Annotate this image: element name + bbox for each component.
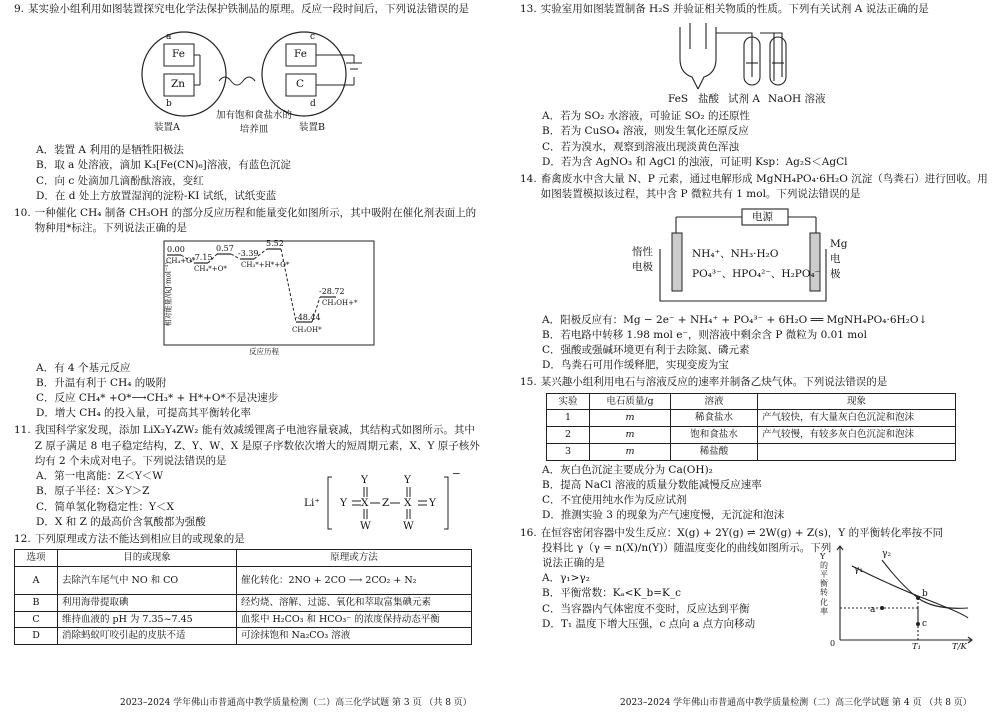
question-number: 15. [520,376,537,389]
c-electrode-label: C [296,78,305,91]
power-label: 电源 [752,210,773,223]
question-11 [14,423,484,533]
mg-electrode-label: Mg电极 [830,237,848,280]
energy-value: -48.44 [295,312,321,322]
question-number: 10. [14,207,31,220]
question-stem: 一种催化 CH₄ 制备 CH₃OH 的部分反应历程和能量变化如图所示，其中吸附在催化剂表面上的物种用*标注。下列说法正确的是 [34,207,477,235]
option-a: A．有 4 个基元反应 [36,361,131,374]
energy-diagram [14,239,484,359]
table-cell: 利用海带提取碘 [58,594,237,611]
question-number: 9. [14,3,25,15]
y-axis-label: Y的平衡转化率 [820,551,828,616]
question-number: 13. [520,3,537,15]
table-cell: 可涂抹饱和 Na₂CO₃ 溶液 [237,628,472,645]
atom-y: Y [361,474,368,487]
dish-label: 加有饱和食盐水的培养皿 [215,110,292,135]
point-b-label: b [922,588,928,599]
atom-y: Y [429,497,436,510]
option-c: C．强酸或强碱环境更有利于去除氮、磷元素 [542,343,750,356]
question-number: 14. [520,173,537,186]
point-a-label: a [870,604,876,615]
table-cell: D [15,628,58,645]
question-number: 12. [14,532,31,545]
t1-label: T₁ [912,641,922,652]
option-b: B．平衡常数：Kₐ<K_b=K_c [542,587,681,600]
device-b-label: 装置B [299,122,325,134]
energy-value: 5.52 [266,238,284,248]
b-label: b [166,99,172,110]
table-cell: A [15,566,58,594]
fe-label-a: Fe [172,48,185,61]
option-a: A．阳极反应有：Mg − 2e⁻ + NH₄⁺ + PO₄³⁻ + 6H₂O ══ MgNH₄PO₄·6H₂O↓ [542,313,928,326]
question-number: 16. [520,526,537,539]
ions-line-2: PO₄³⁻、HPO₄²⁻、H₂PO₄⁻ [692,267,821,280]
atom-y: Y [340,497,347,510]
table-row [547,443,956,460]
atom-x: X [361,497,369,510]
d-label: d [310,99,316,110]
question-stem: 下列原理或方法不能达到相应目的或现象的是 [34,532,245,545]
species-label: CH₃OH+* [322,298,358,307]
table-cell: 2 [547,427,590,444]
zn-label: Zn [171,78,186,91]
page-footer-right: 2023–2024 学年佛山市普通高中教学质量检测（二）高三化学试题 第 4 页 （共 8 页） [620,698,972,708]
x-axis-label: 反应历程 [249,346,279,356]
hcl-label: 盐酸 [698,93,719,106]
ions-line-1: NH₄⁺、NH₃·H₂O [692,247,779,260]
table-cell: m [590,427,671,444]
option-c: C．不宜使用纯水作为反应试剂 [542,494,687,507]
table-cell: 血浆中 H₂CO₃ 和 HCO₃⁻ 的浓度保持动态平衡 [237,611,472,628]
origin-label: 0 [830,638,836,648]
option-c: C．若为溴水，观察到溶液出现淡黄色浑浊 [542,140,740,153]
question-stem: 畜禽废水中含大量 N、P 元素，通过电解形成 MgNH₄PO₄·6H₂O 沉淀（鸟粪石）进行回收。用如图装置模拟该过程，其中含 P 微粒共有 1 mol。下列说法错误的是 [540,173,988,201]
table-cell: C [15,611,58,628]
table-row [547,427,956,444]
option-a: A．若为 SO₂ 水溶液，可验证 SO₂ 的还原性 [542,110,750,123]
reagent-a-label: 试剂 A [728,93,760,106]
h2s-apparatus-figure [520,19,990,107]
table-row [547,410,956,427]
table-header-row [15,550,472,567]
species-label: CH₃*+H*+O* [241,260,290,269]
table-header: 实验 [547,393,590,410]
table-header: 目的或现象 [58,550,237,567]
table-cell: 产气较慢，有较多灰白色沉淀和泡沫 [758,427,956,444]
question-9 [14,2,484,204]
energy-value: -28.72 [319,286,345,296]
table-header: 现象 [758,393,956,410]
question-stem: 某兴趣小组利用电石与溶液反应的速率并制备乙炔气体。下列说法错误的是 [540,376,888,389]
gamma2-label: γ₂ [882,548,891,559]
option-d: D．在 d 处上方放置湿润的淀粉-KI 试纸，试纸变蓝 [36,189,277,202]
species-label: CH₄*+O* [194,264,227,273]
electrolysis-figure [520,205,990,311]
option-b: B．若为 CuSO₄ 溶液，则发生氧化还原反应 [542,125,749,138]
species-label: CH₃OH* [292,325,322,334]
table-row [15,566,472,594]
table-header: 选项 [15,550,58,567]
option-d: D．X 和 Z 的最高价含氧酸都为强酸 [36,515,206,528]
question-stem: 某实验小组利用如图装置探究电化学法保护铁制品的原理。反应一段时间后，下列说法错误的是 [28,3,470,15]
li-label: Li⁺ [304,497,320,510]
table-cell: 消除蚂蚁叮咬引起的皮肤不适 [58,628,237,645]
option-a: A．装置 A 利用的是牺牲阳极法 [36,144,184,157]
energy-value: 0.00 [167,244,185,254]
question-stem: 在恒容密闭容器中发生反应：X(g) + 2Y(g) ⇌ 2W(g) + Z(s)，Y 的平衡转化率按不同 [540,526,944,539]
charge-minus: − [452,468,461,481]
table-cell: 1 [547,410,590,427]
table-header: 溶液 [671,393,758,410]
question-15-table [546,393,956,461]
electrochem-figure [14,19,484,141]
question-12 [14,532,484,645]
table-cell: 稀食盐水 [671,410,758,427]
energy-value: 0.57 [216,243,234,253]
question-stem: 我国科学家发现，添加 LiX₂Y₄ZW₂ 能有效减缓锂离子电池容量衰减，其结构式如图所示。其中 Z 原子满足 8 电子稳定结构，Z、Y、W、X 是原子序数依次增大的短周期元素，X、Y 原子核外均有 2 个未成对电子。下列说法错误的是 [34,424,480,467]
option-b: B．提高 NaCl 溶液的质量分数能减慢反应速率 [542,478,762,491]
page-left [14,2,484,647]
option-c: C．简单氢化物稳定性：Y＜X [36,500,174,513]
question-16 [520,526,990,652]
table-header-row [547,393,956,410]
question-stem-2: 投料比 γ（γ = n(X)/n(Y)）随温度变化的曲线如图所示。下列说法正确的是 [542,541,832,569]
energy-value: -3.39 [238,248,259,258]
option-d: D．增大 CH₄ 的投入量，可提高其平衡转化率 [36,407,251,420]
y-axis-label: 相对能量/(kJ·mol⁻¹) [164,261,173,326]
option-d: D．鸟粪石可用作缓释肥，实现变废为宝 [542,359,729,372]
table-cell: 产气较快，有大量灰白色沉淀和泡沫 [758,410,956,427]
question-number: 11. [14,424,31,437]
option-a: A．第一电离能：Z＜Y＜W [36,470,164,483]
inert-electrode-label: 惰性电极 [632,245,653,273]
table-row [15,611,472,628]
atom-y: Y [404,474,411,487]
conversion-graph [822,542,982,654]
option-d: D．若为含 AgNO₃ 和 AgCl 的浊液，可证明 Ksp：Ag₂S＜AgCl [542,155,848,168]
option-c: C．向 c 处滴加几滴酚酞溶液，变红 [36,174,204,187]
table-cell: B [15,594,58,611]
atom-w: W [403,520,414,533]
page-right [520,2,990,652]
table-cell: 3 [547,443,590,460]
option-b: B．取 a 处溶液，滴加 K₃[Fe(CN)₆]溶液，有蓝色沉淀 [36,159,291,172]
option-c: C．当容器内气体密度不变时，反应达到平衡 [542,602,750,615]
a-label: a [166,32,172,43]
c-label: c [310,32,316,43]
option-d: D．T₁ 温度下增大压强，c 点向 a 点方向移动 [542,617,756,630]
table-cell: 饱和食盐水 [671,427,758,444]
atom-w: W [360,520,371,533]
point-c-label: c [922,618,928,629]
table-row [15,628,472,645]
table-header: 原理或方法 [237,550,472,567]
fe-label-b: Fe [294,48,307,61]
question-13 [520,2,990,170]
gamma1-label: γ₁ [854,564,863,575]
atom-z: Z [382,497,390,510]
option-a: A．γ₁>γ₂ [542,572,590,585]
energy-value: -7.15 [192,252,213,262]
option-d: D．推测实验 3 的现象为产气速度慢，无沉淀和泡沫 [542,509,785,522]
option-b: B．若电路中转移 1.98 mol e⁻，则溶液中剩余含 P 微粒为 0.01 mol [542,328,867,341]
question-15 [520,375,990,523]
device-a-label: 装置A [154,122,180,134]
table-cell: 去除汽车尾气中 NO 和 CO [58,566,237,594]
option-b: B．原子半径：X＞Y＞Z [36,485,150,498]
table-cell: 经灼烧、溶解、过滤、氧化和萃取富集碘元素 [237,594,472,611]
table-cell: 稀盐酸 [671,443,758,460]
question-10 [14,206,484,421]
table-cell: 维持血液的 pH 为 7.35~7.45 [58,611,237,628]
structure-formula [304,468,474,535]
table-cell [758,443,956,460]
table-cell: m [590,410,671,427]
fes-label: FeS [668,93,689,106]
option-c: C．反应 CH₄* +O*⟶CH₃* + H*+O*不是决速步 [36,391,279,404]
option-b: B．升温有利于 CH₄ 的吸附 [36,376,167,389]
naoh-label: NaOH 溶液 [768,93,826,106]
option-a: A．灰白色沉淀主要成分为 Ca(OH)₂ [542,463,713,476]
table-row [15,594,472,611]
question-12-table [14,549,472,645]
species-label: CH₄+O* [166,256,196,265]
x-axis-label: T/K [952,641,967,652]
question-14 [520,172,990,373]
atom-x: X [404,497,412,510]
table-cell: m [590,443,671,460]
table-header: 电石质量/g [590,393,671,410]
page-footer-left: 2023–2024 学年佛山市普通高中教学质量检测（二）高三化学试题 第 3 页 （共 8 页） [120,698,472,708]
question-stem: 实验室用如图装置制备 H₂S 并验证相关物质的性质。下列有关试剂 A 说法正确的是 [540,3,929,15]
table-cell: 催化转化：2NO + 2CO ⟶ 2CO₂ + N₂ [237,566,472,594]
